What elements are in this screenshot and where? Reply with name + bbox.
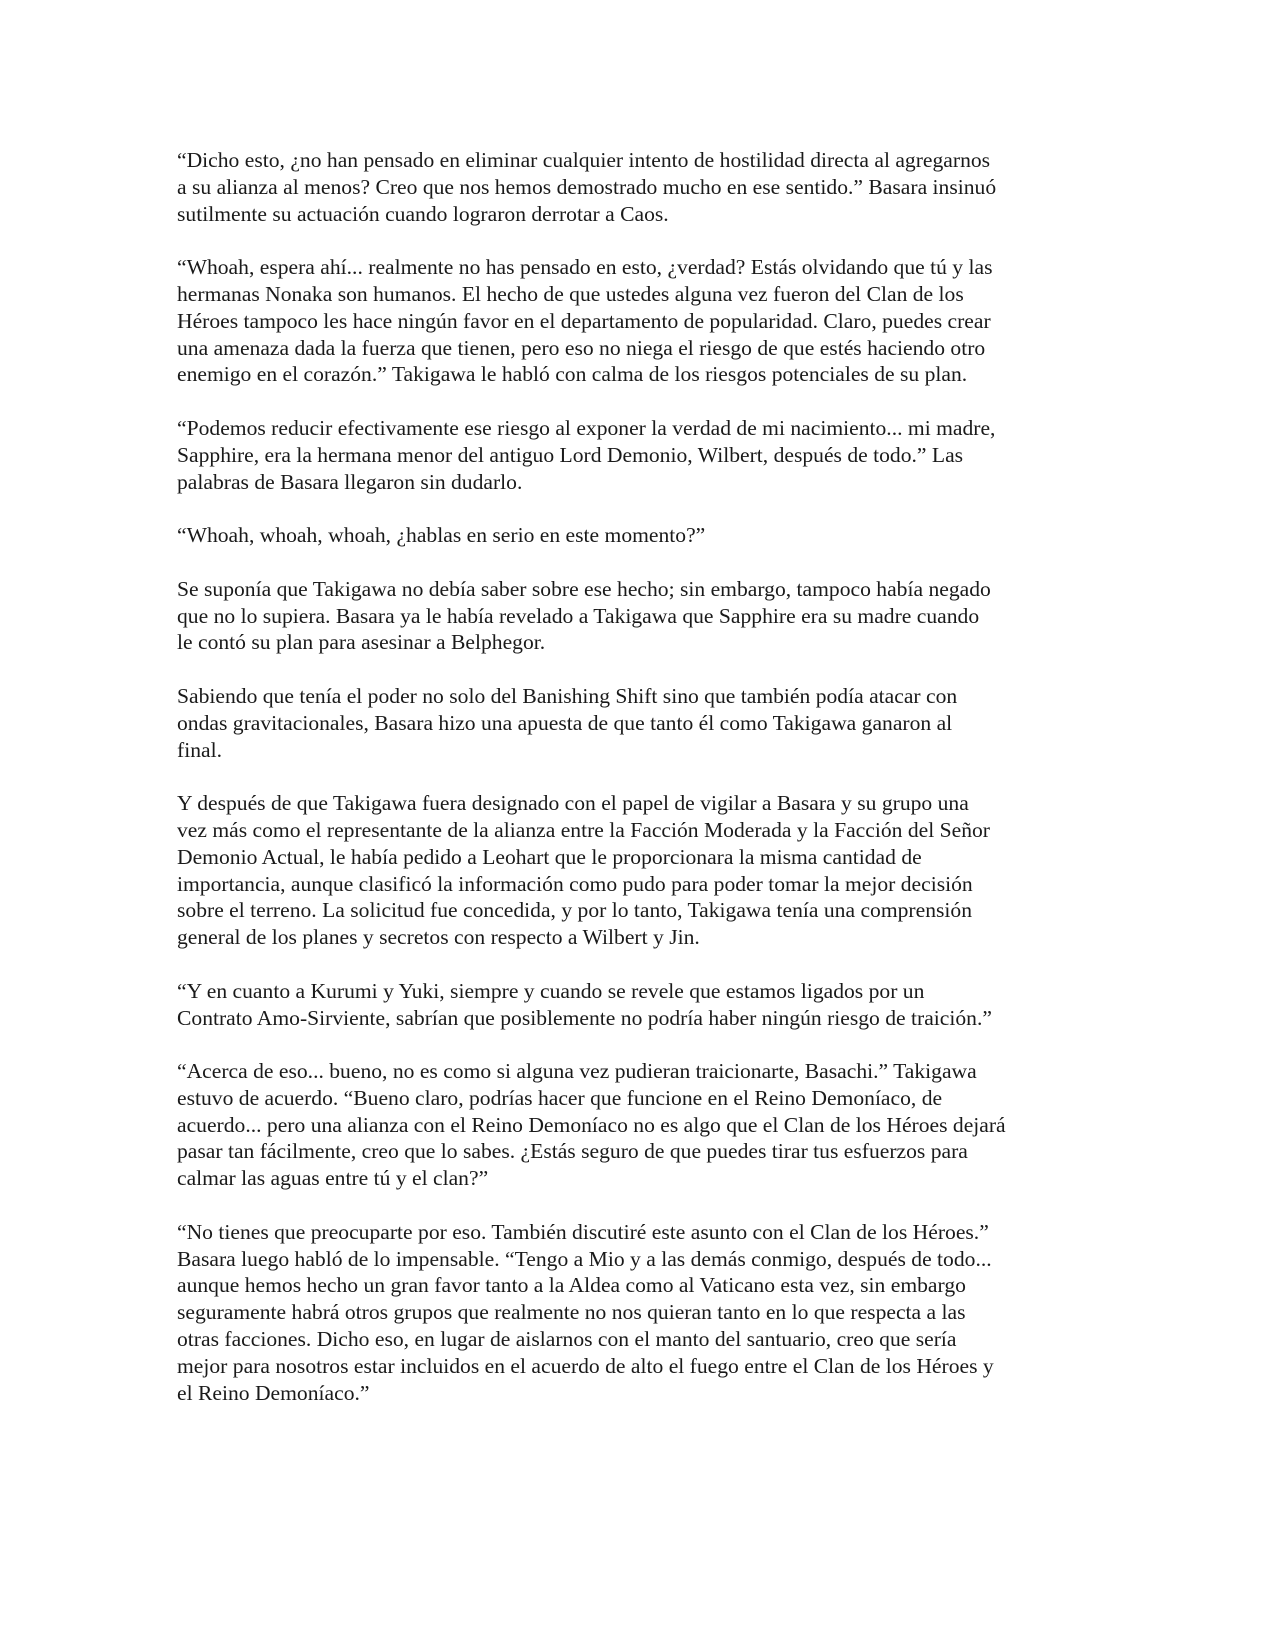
paragraph: “Whoah, whoah, whoah, ¿hablas en serio en este momento?” [177,523,706,548]
paragraph: “Whoah, espera ahí... realmente no has pensado en esto, ¿verdad? Estás olvidando que tú y las hermanas Nonaka son humanos. El hecho de que ustedes alguna vez fueron del Clan de los Héroes tampoco les hace ningún favor en el departamento de popularidad. Claro, puedes crear una amenaza dada la fuerza que tienen, pero eso no niega el riesgo de que estés haciendo otro enemigo en el corazón.” Takigawa le habló con calma de los riesgos potenciales de su plan. [177,255,993,387]
document-body [177,147,1102,1406]
paragraph: Sabiendo que tenía el poder no solo del Banishing Shift sino que también podía atacar con ondas gravitacionales, Basara hizo una apuesta de que tanto él como Takigawa ganaron al final. [177,683,958,762]
paragraph: “Y en cuanto a Kurumi y Yuki, siempre y cuando se revele que estamos ligados por un Contrato Amo-Sirviente, sabrían que posiblemente no podría haber ningún riesgo de traición.” [177,978,992,1030]
paragraph: Y después de que Takigawa fuera designado con el papel de vigilar a Basara y su grupo una vez más como el representante de la alianza entre la Facción Moderada y la Facción del Señor Demonio Actual, le había pedido a Leohart que le proporcionara la misma cantidad de importancia, aunque clasificó la información como pudo para poder tomar la mejor decisión sobre el terreno. La solicitud fue concedida, y por lo tanto, Takigawa tenía una comprensión general de los planes y secretos con respecto a Wilbert y Jin. [177,791,991,950]
paragraph: “Dicho esto, ¿no han pensado en eliminar cualquier intento de hostilidad directa al agregarnos a su alianza al menos? Creo que nos hemos demostrado mucho en ese sentido.” Basara insinuó sutilmente su actuación cuando lograron derrotar a Caos. [177,148,997,226]
paragraph: Se suponía que Takigawa no debía saber sobre ese hecho; sin embargo, tampoco había negado que no lo supiera. Basara ya le había revelado a Takigawa que Sapphire era su madre cuando le contó su plan para asesinar a Belphegor. [177,576,991,655]
paragraph: “Podemos reducir efectivamente ese riesgo al exponer la verdad de mi nacimiento... mi madre, Sapphire, era la hermana menor del antiguo Lord Demonio, Wilbert, después de todo.” Las palabras de Basara llegaron sin dudarlo. [177,415,996,494]
paragraph: “Acerca de eso... bueno, no es como si alguna vez pudieran traicionarte, Basachi.” Takigawa estuvo de acuerdo. “Bueno claro, podrías hacer que funcione en el Reino Demoníaco, de acuerdo... pero una alianza con el Reino Demoníaco no es algo que el Clan de los Héroes dejará pasar tan fácilmente, creo que lo sabes. ¿Estás seguro de que puedes tirar tus esfuerzos para calmar las aguas entre tú y el clan?” [177,1059,1006,1191]
paragraph: “No tienes que preocuparte por eso. También discutiré este asunto con el Clan de los Héroes.” Basara luego habló de lo impensable. “Tengo a Mio y a las demás conmigo, después de todo... aunque hemos hecho un gran favor tanto a la Aldea como al Vaticano esta vez, sin embargo seguramente habrá otros grupos que realmente no nos quieran tanto en lo que respecta a las otras facciones. Dicho eso, en lugar de aislarnos con el manto del santuario, creo que sería mejor para nosotros estar incluidos en el acuerdo de alto el fuego entre el Clan de los Héroes y el Reino Demoníaco.” [177,1219,994,1405]
